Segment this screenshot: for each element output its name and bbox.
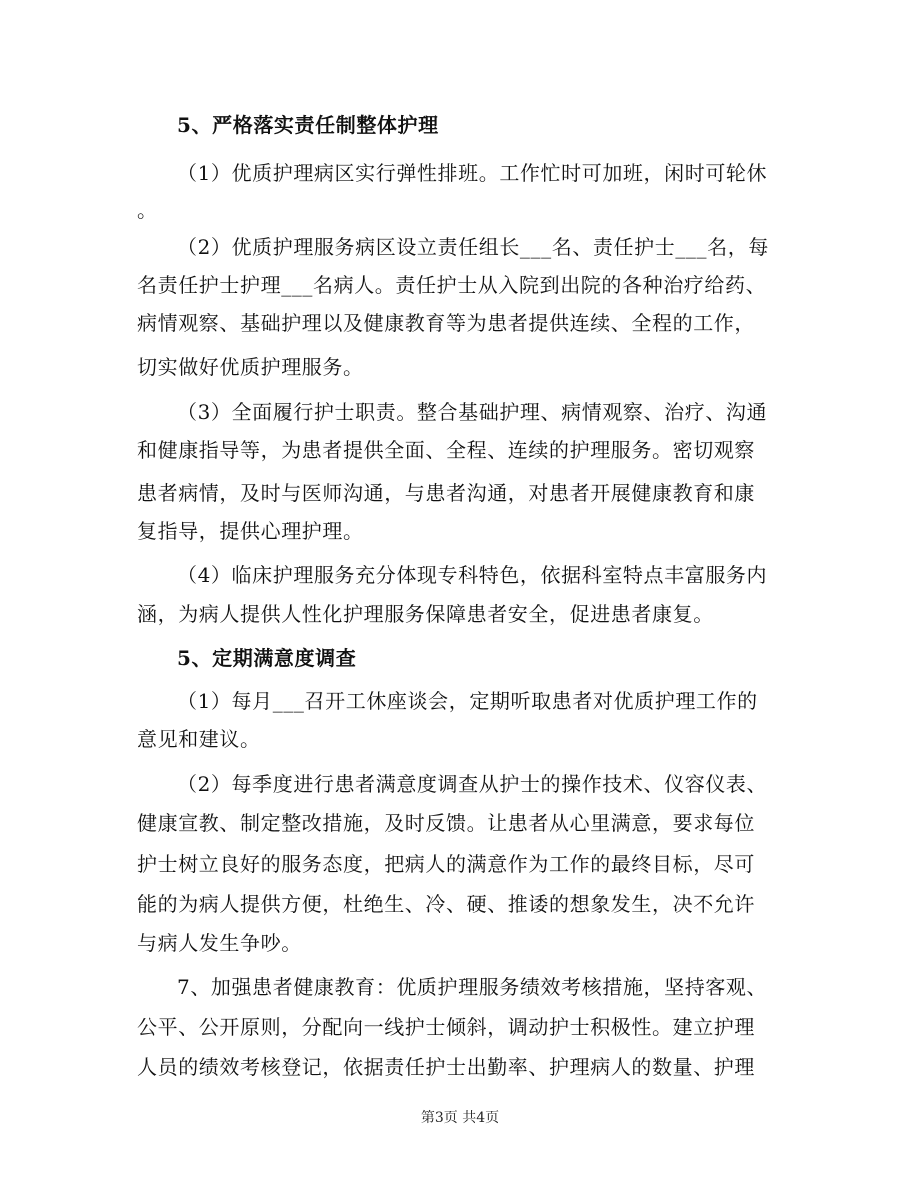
paragraph-line: 。: [137, 198, 158, 222]
paragraph-line: 人员的绩效考核登记，依据责任护士出勤率、护理病人的数量、护理: [137, 1055, 755, 1079]
paragraph-line: 复指导，提供心理护理。: [137, 519, 364, 543]
page-number-footer: 第3页 共4页: [420, 1110, 500, 1126]
paragraph-line: 能的为病人提供方便，杜绝生、冷、硬、推诿的想象发生，决不允许: [137, 892, 755, 916]
paragraph-line: （2）优质护理服务病区设立责任组长___名、责任护士___名，每: [177, 235, 769, 259]
paragraph-line: （4）临床护理服务充分体现专科特色，依据科室特点丰富服务内: [177, 563, 768, 587]
paragraph-line: （1）优质护理病区实行弹性排班。工作忙时可加班，闲时可轮休: [177, 161, 768, 185]
paragraph-line: （1）每月___召开工休座谈会，定期听取患者对优质护理工作的: [177, 689, 758, 713]
paragraph-line: 切实做好优质护理服务。: [137, 355, 364, 379]
section-heading: 5、严格落实责任制整体护理: [177, 113, 439, 137]
paragraph-line: 病情观察、基础护理以及健康教育等为患者提供连续、全程的工作，: [137, 311, 755, 335]
paragraph-line: 健康宣教、制定整改措施，及时反馈。让患者从心里满意，要求每位: [137, 811, 755, 835]
paragraph-line: 与病人发生争吵。: [137, 931, 302, 955]
paragraph-line: （3）全面履行护士职责。整合基础护理、病情观察、治疗、沟通: [177, 400, 768, 424]
paragraph-line: 和健康指导等，为患者提供全面、全程、连续的护理服务。密切观察: [137, 438, 755, 462]
paragraph-line: （2）每季度进行患者满意度调查从护士的操作技术、仪容仪表、: [177, 772, 768, 796]
paragraph-line: 涵，为病人提供人性化护理服务保障患者安全，促进患者康复。: [137, 602, 714, 626]
paragraph-line: 意见和建议。: [137, 727, 261, 751]
paragraph-line: 护士树立良好的服务态度，把病人的满意作为工作的最终目标，尽可: [137, 852, 755, 876]
section-heading: 5、定期满意度调查: [177, 646, 357, 670]
paragraph-line: 患者病情，及时与医师沟通，与患者沟通，对患者开展健康教育和康: [137, 481, 755, 505]
paragraph-line: 名责任护士护理___名病人。责任护士从入院到出院的各种治疗给药、: [137, 273, 767, 297]
paragraph-line: 公平、公开原则，分配向一线护士倾斜，调动护士积极性。建立护理: [137, 1015, 755, 1039]
paragraph-line: 7、加强患者健康教育：优质护理服务绩效考核措施，坚持客观、: [177, 975, 768, 999]
